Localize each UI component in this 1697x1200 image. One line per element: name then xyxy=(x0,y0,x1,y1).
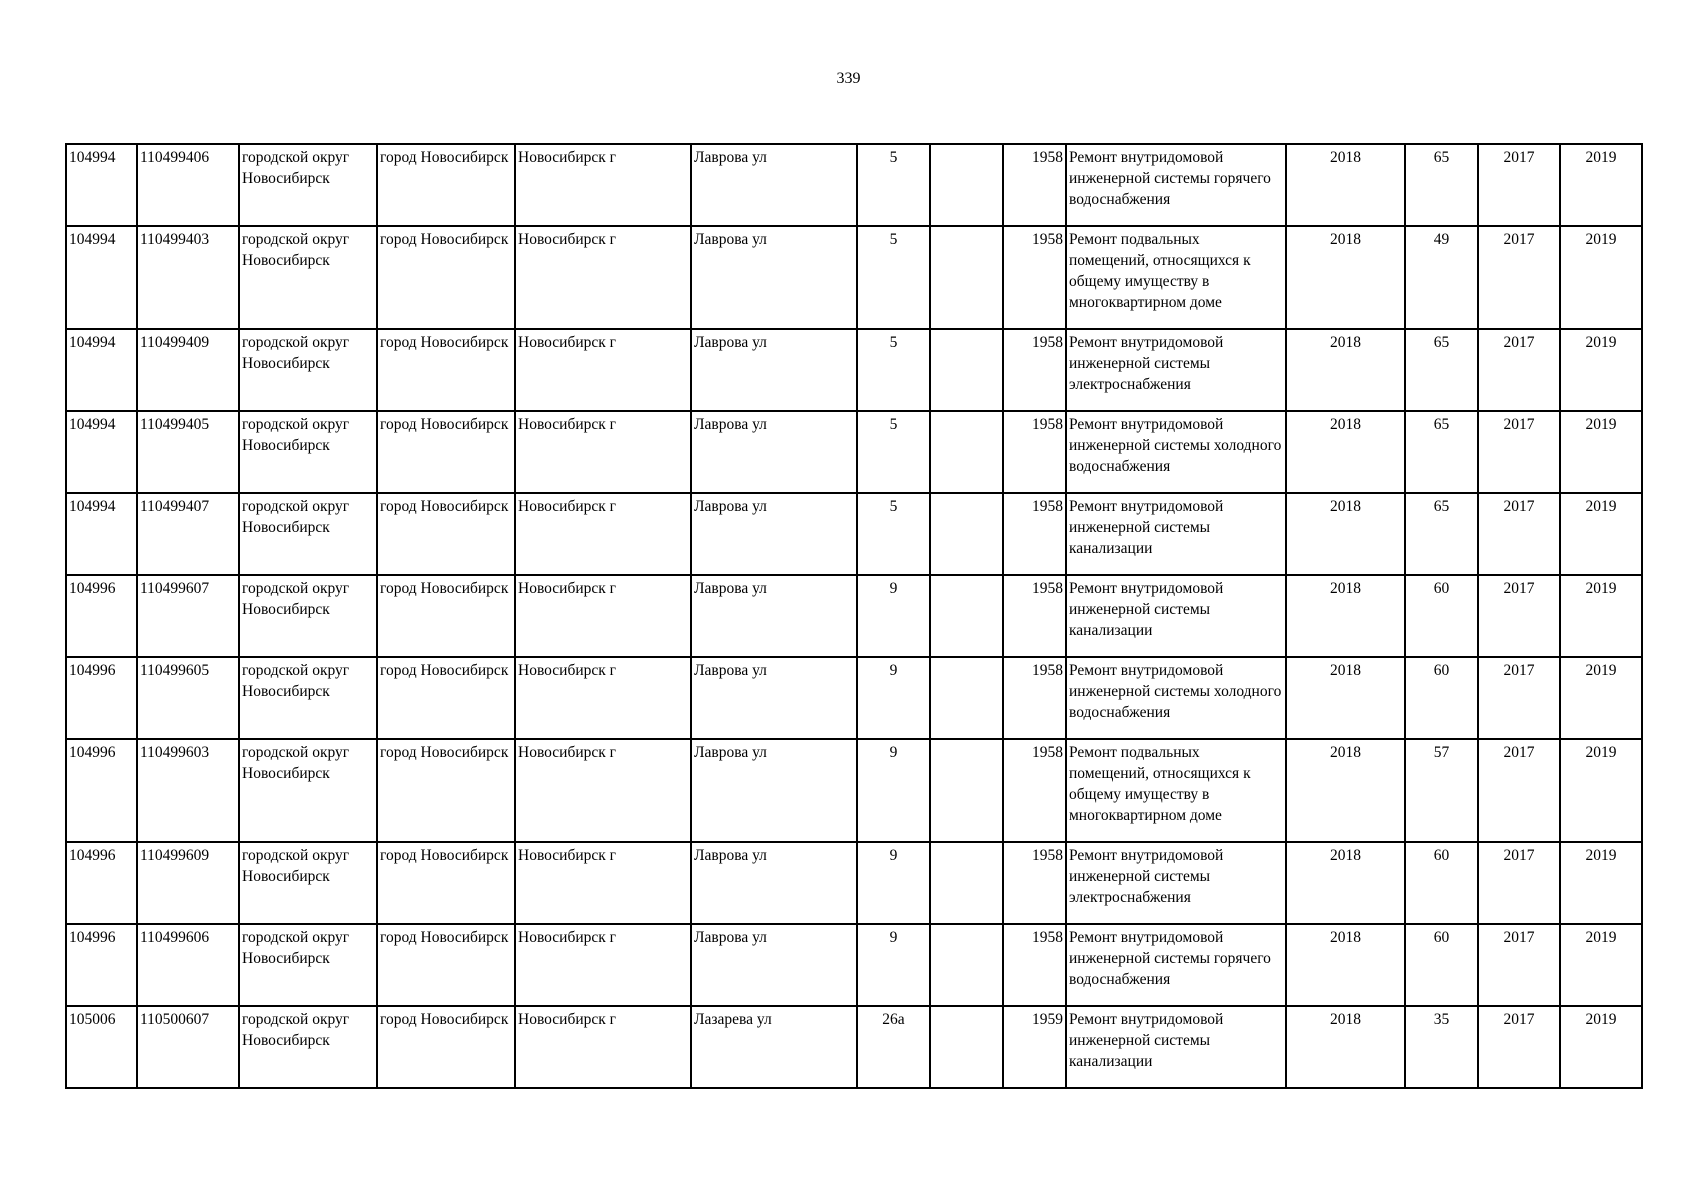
settlement-cell: город Новосибирск xyxy=(377,1006,515,1088)
work-type-cell: Ремонт подвальных помещений, относящихся к общему имуществу в многоквартирном доме xyxy=(1066,226,1286,329)
street-cell: Лаврова ул xyxy=(691,739,857,842)
municipal-district-cell: городской округ Новосибирск xyxy=(239,739,377,842)
work-type-cell: Ремонт внутридомовой инженерной системы холодного водоснабжения xyxy=(1066,657,1286,739)
period-end-cell: 2019 xyxy=(1560,226,1642,329)
settlement-cell: город Новосибирск xyxy=(377,329,515,411)
plan-year-cell: 2018 xyxy=(1286,144,1405,226)
work-id-cell: 110499403 xyxy=(137,226,239,329)
table-body xyxy=(66,144,1642,1088)
period-start-cell: 2017 xyxy=(1478,842,1560,924)
settlement-cell: город Новосибирск xyxy=(377,575,515,657)
work-id-cell: 110499406 xyxy=(137,144,239,226)
period-end-cell: 2019 xyxy=(1560,657,1642,739)
year-built-cell: 1958 xyxy=(1003,493,1066,575)
period-end-cell: 2019 xyxy=(1560,329,1642,411)
house-number-cell: 9 xyxy=(857,657,930,739)
table-row xyxy=(66,411,1642,493)
work-id-cell: 110499409 xyxy=(137,329,239,411)
year-built-cell: 1958 xyxy=(1003,739,1066,842)
table-row xyxy=(66,575,1642,657)
period-end-cell: 2019 xyxy=(1560,739,1642,842)
city-cell: Новосибирск г xyxy=(515,226,691,329)
wear-percent-cell: 65 xyxy=(1405,493,1478,575)
house-number-cell: 5 xyxy=(857,411,930,493)
wear-percent-cell: 60 xyxy=(1405,842,1478,924)
house-number-cell: 26а xyxy=(857,1006,930,1088)
building-letter-cell xyxy=(930,1006,1003,1088)
building-letter-cell xyxy=(930,739,1003,842)
city-cell: Новосибирск г xyxy=(515,575,691,657)
plan-year-cell: 2018 xyxy=(1286,657,1405,739)
work-id-cell: 110500607 xyxy=(137,1006,239,1088)
year-built-cell: 1958 xyxy=(1003,657,1066,739)
work-type-cell: Ремонт внутридомовой инженерной системы электроснабжения xyxy=(1066,329,1286,411)
work-type-cell: Ремонт внутридомовой инженерной системы горячего водоснабжения xyxy=(1066,924,1286,1006)
work-id-cell: 110499405 xyxy=(137,411,239,493)
work-id-cell: 110499605 xyxy=(137,657,239,739)
city-cell: Новосибирск г xyxy=(515,329,691,411)
settlement-cell: город Новосибирск xyxy=(377,842,515,924)
period-start-cell: 2017 xyxy=(1478,657,1560,739)
year-built-cell: 1958 xyxy=(1003,575,1066,657)
building-letter-cell xyxy=(930,842,1003,924)
wear-percent-cell: 65 xyxy=(1405,329,1478,411)
city-cell: Новосибирск г xyxy=(515,924,691,1006)
house-number-cell: 5 xyxy=(857,329,930,411)
year-built-cell: 1958 xyxy=(1003,842,1066,924)
period-start-cell: 2017 xyxy=(1478,1006,1560,1088)
settlement-cell: город Новосибирск xyxy=(377,144,515,226)
building-letter-cell xyxy=(930,924,1003,1006)
settlement-cell: город Новосибирск xyxy=(377,657,515,739)
work-type-cell: Ремонт внутридомовой инженерной системы горячего водоснабжения xyxy=(1066,144,1286,226)
table-row xyxy=(66,657,1642,739)
plan-year-cell: 2018 xyxy=(1286,226,1405,329)
house-number-cell: 9 xyxy=(857,739,930,842)
table-row xyxy=(66,493,1642,575)
municipal-district-cell: городской округ Новосибирск xyxy=(239,1006,377,1088)
city-cell: Новосибирск г xyxy=(515,842,691,924)
object-id-cell: 104994 xyxy=(66,411,137,493)
table-row xyxy=(66,226,1642,329)
house-number-cell: 5 xyxy=(857,493,930,575)
table-row xyxy=(66,1006,1642,1088)
table-row xyxy=(66,842,1642,924)
year-built-cell: 1958 xyxy=(1003,226,1066,329)
period-end-cell: 2019 xyxy=(1560,1006,1642,1088)
street-cell: Лаврова ул xyxy=(691,411,857,493)
period-end-cell: 2019 xyxy=(1560,842,1642,924)
period-start-cell: 2017 xyxy=(1478,493,1560,575)
city-cell: Новосибирск г xyxy=(515,411,691,493)
plan-year-cell: 2018 xyxy=(1286,739,1405,842)
house-number-cell: 9 xyxy=(857,575,930,657)
plan-year-cell: 2018 xyxy=(1286,1006,1405,1088)
object-id-cell: 104994 xyxy=(66,329,137,411)
work-type-cell: Ремонт внутридомовой инженерной системы электроснабжения xyxy=(1066,842,1286,924)
wear-percent-cell: 57 xyxy=(1405,739,1478,842)
wear-percent-cell: 60 xyxy=(1405,657,1478,739)
building-letter-cell xyxy=(930,226,1003,329)
year-built-cell: 1958 xyxy=(1003,329,1066,411)
wear-percent-cell: 65 xyxy=(1405,411,1478,493)
street-cell: Лаврова ул xyxy=(691,842,857,924)
year-built-cell: 1958 xyxy=(1003,411,1066,493)
table-row xyxy=(66,924,1642,1006)
plan-year-cell: 2018 xyxy=(1286,842,1405,924)
year-built-cell: 1959 xyxy=(1003,1006,1066,1088)
wear-percent-cell: 60 xyxy=(1405,575,1478,657)
street-cell: Лазарева ул xyxy=(691,1006,857,1088)
plan-year-cell: 2018 xyxy=(1286,575,1405,657)
street-cell: Лаврова ул xyxy=(691,575,857,657)
street-cell: Лаврова ул xyxy=(691,329,857,411)
house-number-cell: 5 xyxy=(857,144,930,226)
period-start-cell: 2017 xyxy=(1478,411,1560,493)
municipal-district-cell: городской округ Новосибирск xyxy=(239,493,377,575)
municipal-district-cell: городской округ Новосибирск xyxy=(239,411,377,493)
street-cell: Лаврова ул xyxy=(691,226,857,329)
period-end-cell: 2019 xyxy=(1560,493,1642,575)
municipal-district-cell: городской округ Новосибирск xyxy=(239,657,377,739)
street-cell: Лаврова ул xyxy=(691,924,857,1006)
object-id-cell: 104996 xyxy=(66,739,137,842)
municipal-district-cell: городской округ Новосибирск xyxy=(239,842,377,924)
period-start-cell: 2017 xyxy=(1478,144,1560,226)
object-id-cell: 104996 xyxy=(66,842,137,924)
city-cell: Новосибирск г xyxy=(515,144,691,226)
building-letter-cell xyxy=(930,657,1003,739)
work-id-cell: 110499609 xyxy=(137,842,239,924)
building-letter-cell xyxy=(930,575,1003,657)
settlement-cell: город Новосибирск xyxy=(377,226,515,329)
period-start-cell: 2017 xyxy=(1478,924,1560,1006)
city-cell: Новосибирск г xyxy=(515,739,691,842)
street-cell: Лаврова ул xyxy=(691,144,857,226)
municipal-district-cell: городской округ Новосибирск xyxy=(239,575,377,657)
object-id-cell: 104994 xyxy=(66,226,137,329)
object-id-cell: 105006 xyxy=(66,1006,137,1088)
period-start-cell: 2017 xyxy=(1478,575,1560,657)
street-cell: Лаврова ул xyxy=(691,657,857,739)
object-id-cell: 104996 xyxy=(66,924,137,1006)
settlement-cell: город Новосибирск xyxy=(377,411,515,493)
table-row xyxy=(66,329,1642,411)
settlement-cell: город Новосибирск xyxy=(377,493,515,575)
settlement-cell: город Новосибирск xyxy=(377,924,515,1006)
city-cell: Новосибирск г xyxy=(515,1006,691,1088)
house-number-cell: 9 xyxy=(857,842,930,924)
period-end-cell: 2019 xyxy=(1560,924,1642,1006)
municipal-district-cell: городской округ Новосибирск xyxy=(239,144,377,226)
municipal-district-cell: городской округ Новосибирск xyxy=(239,924,377,1006)
building-letter-cell xyxy=(930,493,1003,575)
city-cell: Новосибирск г xyxy=(515,657,691,739)
municipal-district-cell: городской округ Новосибирск xyxy=(239,329,377,411)
work-type-cell: Ремонт внутридомовой инженерной системы холодного водоснабжения xyxy=(1066,411,1286,493)
year-built-cell: 1958 xyxy=(1003,924,1066,1006)
object-id-cell: 104994 xyxy=(66,493,137,575)
plan-year-cell: 2018 xyxy=(1286,493,1405,575)
municipal-district-cell: городской округ Новосибирск xyxy=(239,226,377,329)
object-id-cell: 104994 xyxy=(66,144,137,226)
building-letter-cell xyxy=(930,144,1003,226)
work-id-cell: 110499407 xyxy=(137,493,239,575)
house-number-cell: 9 xyxy=(857,924,930,1006)
building-letter-cell xyxy=(930,329,1003,411)
period-start-cell: 2017 xyxy=(1478,739,1560,842)
work-type-cell: Ремонт внутридомовой инженерной системы канализации xyxy=(1066,493,1286,575)
year-built-cell: 1958 xyxy=(1003,144,1066,226)
work-type-cell: Ремонт внутридомовой инженерной системы канализации xyxy=(1066,575,1286,657)
work-type-cell: Ремонт внутридомовой инженерной системы канализации xyxy=(1066,1006,1286,1088)
object-id-cell: 104996 xyxy=(66,575,137,657)
period-end-cell: 2019 xyxy=(1560,144,1642,226)
work-id-cell: 110499603 xyxy=(137,739,239,842)
settlement-cell: город Новосибирск xyxy=(377,739,515,842)
wear-percent-cell: 60 xyxy=(1405,924,1478,1006)
wear-percent-cell: 35 xyxy=(1405,1006,1478,1088)
city-cell: Новосибирск г xyxy=(515,493,691,575)
street-cell: Лаврова ул xyxy=(691,493,857,575)
wear-percent-cell: 49 xyxy=(1405,226,1478,329)
work-id-cell: 110499607 xyxy=(137,575,239,657)
object-id-cell: 104996 xyxy=(66,657,137,739)
period-end-cell: 2019 xyxy=(1560,411,1642,493)
registry-table xyxy=(65,143,1643,1089)
table-row xyxy=(66,739,1642,842)
building-letter-cell xyxy=(930,411,1003,493)
plan-year-cell: 2018 xyxy=(1286,924,1405,1006)
house-number-cell: 5 xyxy=(857,226,930,329)
table-row xyxy=(66,144,1642,226)
plan-year-cell: 2018 xyxy=(1286,329,1405,411)
work-type-cell: Ремонт подвальных помещений, относящихся к общему имуществу в многоквартирном доме xyxy=(1066,739,1286,842)
wear-percent-cell: 65 xyxy=(1405,144,1478,226)
period-start-cell: 2017 xyxy=(1478,329,1560,411)
work-id-cell: 110499606 xyxy=(137,924,239,1006)
period-end-cell: 2019 xyxy=(1560,575,1642,657)
page-number: 339 xyxy=(836,70,861,87)
plan-year-cell: 2018 xyxy=(1286,411,1405,493)
period-start-cell: 2017 xyxy=(1478,226,1560,329)
